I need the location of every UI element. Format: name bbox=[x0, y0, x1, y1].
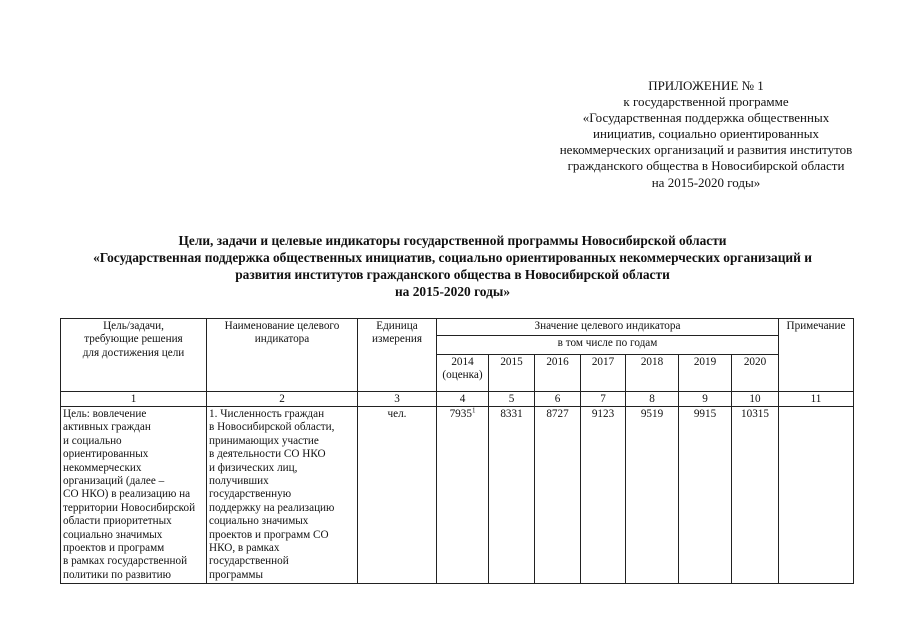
appendix-line: ПРИЛОЖЕНИЕ № 1 bbox=[648, 78, 764, 93]
indicators-table bbox=[60, 318, 854, 584]
appendix-line: инициатив, социально ориентированных bbox=[593, 126, 819, 142]
column-number: 6 bbox=[535, 392, 581, 407]
value-text: 7935 bbox=[449, 408, 472, 420]
year-2015: 2015 bbox=[489, 355, 535, 392]
appendix-line: некоммерческих организаций и развития институтов bbox=[559, 142, 853, 158]
column-number: 3 bbox=[358, 392, 437, 407]
column-number: 7 bbox=[581, 392, 626, 407]
title-line: на 2015-2020 годы» bbox=[394, 284, 511, 299]
appendix-line: гражданского общества в Новосибирской области bbox=[567, 158, 845, 174]
column-number: 1 bbox=[61, 392, 207, 407]
header-note: Примечание bbox=[779, 319, 854, 392]
value-2016: 8727 bbox=[535, 407, 581, 584]
column-number: 8 bbox=[626, 392, 679, 407]
appendix-line: к государственной программе bbox=[623, 94, 789, 110]
unit-cell: чел. bbox=[358, 407, 437, 584]
column-number-row bbox=[61, 392, 854, 407]
column-number: 5 bbox=[489, 392, 535, 407]
year-2016: 2016 bbox=[535, 355, 581, 392]
value-2015: 8331 bbox=[489, 407, 535, 584]
appendix-line: на 2015-2020 годы» bbox=[651, 174, 761, 190]
value-2020: 10315 bbox=[732, 407, 779, 584]
value-2017: 9123 bbox=[581, 407, 626, 584]
year-2014: 2014 (оценка) bbox=[437, 355, 489, 392]
indicator-cell: 1. Численность граждан в Новосибирской области, принимающих участие в деятельности СО НКО и физических лиц, получивших государственную поддержку на реализацию социально значимых проектов и программ СО НКО, в рамках государственной программы bbox=[207, 407, 358, 584]
document-title bbox=[0, 232, 905, 300]
title-line: «Государственная поддержка общественных инициатив, социально ориентированных некоммерческих организаций и bbox=[93, 250, 812, 265]
year-2019: 2019 bbox=[679, 355, 732, 392]
header-by-years: в том числе по годам bbox=[437, 336, 779, 355]
title-line: Цели, задачи и целевые индикаторы государственной программы Новосибирской области bbox=[178, 233, 727, 248]
note-cell bbox=[779, 407, 854, 584]
footnote-mark: 1 bbox=[471, 406, 476, 415]
year-2017: 2017 bbox=[581, 355, 626, 392]
header-unit: Единица измерения bbox=[358, 319, 437, 392]
column-number: 2 bbox=[207, 392, 358, 407]
goal-cell: Цель: вовлечение активных граждан и социально ориентированных некоммерческих организаций (далее – СО НКО) в реализацию на территории Новосибирской области приоритетных социально значимых проектов и программ в рамках государственной политики по развитию bbox=[61, 407, 207, 584]
header-goal: Цель/задачи, требующие решения для достижения цели bbox=[61, 319, 207, 392]
column-number: 10 bbox=[732, 392, 779, 407]
header-value: Значение целевого индикатора bbox=[437, 319, 779, 336]
table-row bbox=[61, 407, 854, 584]
appendix-header bbox=[520, 78, 892, 191]
value-2018: 9519 bbox=[626, 407, 679, 584]
title-line: развития институтов гражданского общества в Новосибирской области bbox=[235, 267, 670, 282]
value-2014 bbox=[437, 407, 489, 584]
header-indicator: Наименование целевого индикатора bbox=[207, 319, 358, 392]
header-row bbox=[61, 319, 854, 336]
year-2020: 2020 bbox=[732, 355, 779, 392]
column-number: 9 bbox=[679, 392, 732, 407]
appendix-line: «Государственная поддержка общественных bbox=[582, 110, 830, 126]
value-2019: 9915 bbox=[679, 407, 732, 584]
column-number: 11 bbox=[779, 392, 854, 407]
year-2018: 2018 bbox=[626, 355, 679, 392]
column-number: 4 bbox=[437, 392, 489, 407]
